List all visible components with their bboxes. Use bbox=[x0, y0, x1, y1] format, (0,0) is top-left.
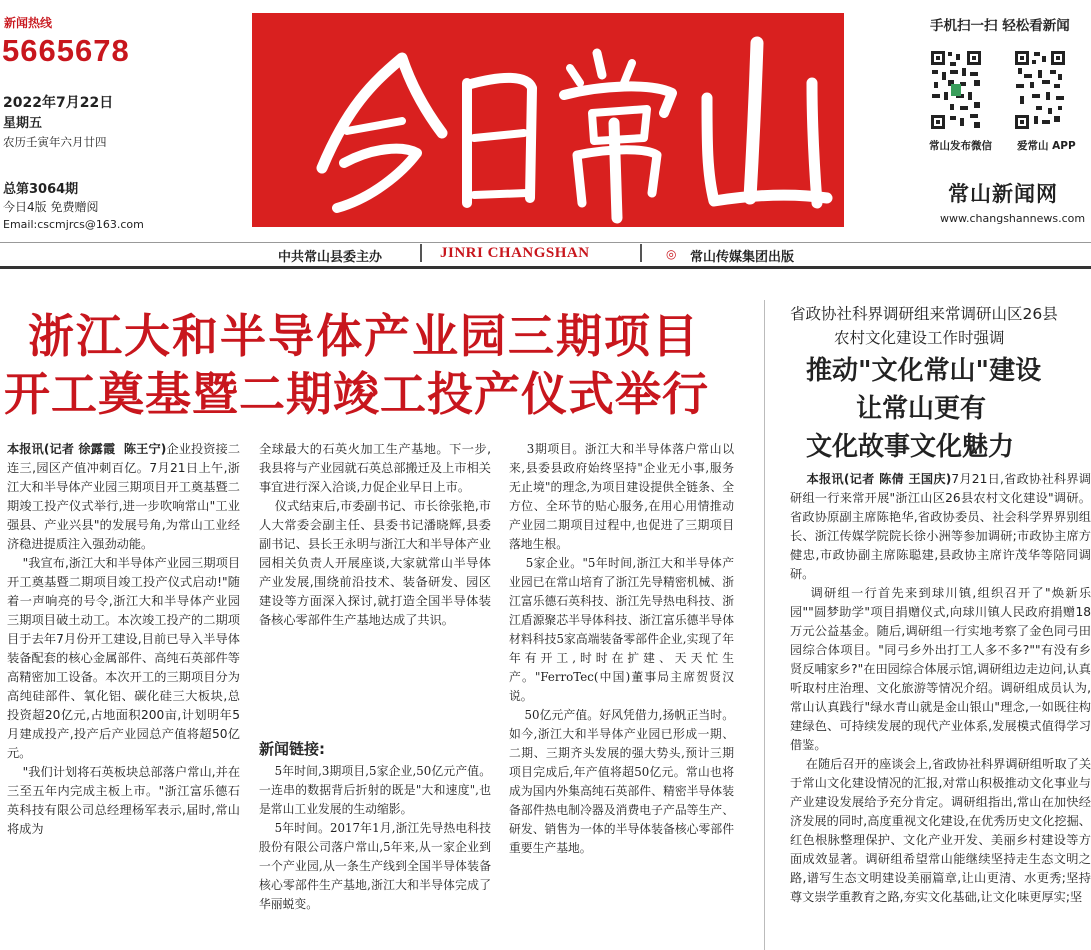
main-story-column-2: 全球最大的石英火加工生产基地。下一步,我县将与产业园就石英总部搬迁及上市相关事宜进行深入洽谈,力促企业早日上市。 仪式结束后,市委副书记、市长徐张艳,市人大常委会副主任、县委书记潘晓辉,县委副书记、县长王永明与浙江大和半导体产业园相关负责人开展座谈,大家就常山半导体产业发展,围绕前沿技术、装备研发、园区建设等方面深入探讨,就打造全国半导体装备核心零部件生产基地达成了共识。 bbox=[259, 442, 491, 627]
top-rule bbox=[0, 242, 1091, 243]
media-group-logo-icon: ◎ bbox=[666, 247, 677, 261]
news-link-text-1: 5年时间,3期项目,5家企业,50亿元产值。一连串的数据背后折射的既是"大和速度",也是常山工业发展的生动缩影。 5年时间。2017年1月,浙江先导热电科技股份有限公司落户常山,5年来,从一家企业到一个产业园,从一条生产线到全国半导体装备核心零部件生产基地,浙江大和半导体完成了华丽蜕变。 bbox=[259, 764, 491, 911]
bar-divider bbox=[420, 244, 422, 262]
side-byline: 本报讯(记者 陈倩 王国庆) bbox=[806, 472, 952, 486]
byline: 本报讯(记者 徐露霞 陈王宁) bbox=[7, 442, 167, 456]
side-headline-line3[interactable]: 文化故事文化魅力 bbox=[806, 432, 1015, 462]
bar-divider bbox=[640, 244, 642, 262]
weekday: 星期五 bbox=[3, 116, 43, 131]
hotline-label: 新闻热线 bbox=[4, 16, 53, 30]
side-headline-line1[interactable]: 推动"文化常山"建设 bbox=[806, 356, 1042, 386]
news-link-text-2: 3期项目。浙江大和半导体落户常山以来,县委县政府始终坚持"企业无小事,服务无止境"的理念,为项目建设提供全链条、全方位、全环节的贴心服务,在用心用情推动产业园二期项目过程中,也促进了三期项目落地生根。 5家企业。"5年时间,浙江大和半导体产业园已在常山培育了浙江先导精密机械、浙江富乐德石英科技、浙江先导热电科技、浙江盾源聚芯半导体科技、浙江富乐德半导体材料科技5家高端装备零部件企业,实现了年年有开工,时时在扩建、天天忙生产。"FerroTec(中国)董事局主席贺贤汉说。 50亿元产值。好风凭借力,扬帆正当时。如今,浙江大和半导体产业园已形成一期、二期、三期齐头发展的强大势头,预计三期项目完成后,年产值将超50亿元。常山也将成为国内外集高纯石英部件、精密半导体装备部件热电制冷器及消费电子产品等生产、研发、销售为一体的半导体装备核心零部件重要生产基地。 bbox=[509, 442, 734, 855]
scan-prompt: 手机扫一扫 轻松看新闻 bbox=[930, 18, 1070, 34]
main-story-text-1: 企业投资接二连三,园区产值冲刺百亿。7月21日上午,浙江大和半导体产业园三期项目开工奠基暨二期竣工投产仪式举行,进一步吹响常山"工业强县、产业兴县"的发展号角,为常山工业经济稳进提质注入强劲动能。 "我宣布,浙江大和半导体产业园三期项目开工奠基暨二期项目竣工投产仪式启动!"随着一声响亮的号令,浙江大和半导体产业园三期项目破土动工。本次竣工投产的二期项目于去年7月份开工建设,目前已导入半导体装备配套的核心金属部件、高纯石英部件等高精密加工设备。本次开工的三期项目分为高纯硅部件、氧化铝、碳化硅三大板块,总投资超20亿元,占地面积200亩,计划明年5月建成投产,投产后产业园总产值将超50亿元。 "我们计划将石英板块总部落户常山,并在三至五年内完成主板上市。"浙江富乐德石英科技有限公司总经理杨军表示,届时,常山将成为 bbox=[7, 442, 240, 836]
side-story-body bbox=[790, 470, 1091, 950]
site-url[interactable]: www.changshannews.com bbox=[940, 212, 1086, 225]
contact-email[interactable]: Email:cscmjrcs@163.com bbox=[3, 218, 144, 231]
calligraphy-logo-icon bbox=[252, 13, 844, 227]
qr-code-app-icon[interactable] bbox=[1014, 50, 1066, 130]
main-headline-line2[interactable]: 开工奠基暨二期竣工投产仪式举行 bbox=[4, 367, 709, 421]
column-divider bbox=[764, 300, 765, 950]
bottom-rule bbox=[0, 266, 1091, 269]
site-title[interactable]: 常山新闻网 bbox=[948, 182, 1058, 206]
issue-number: 总第3064期 bbox=[3, 182, 79, 197]
hotline-number: 5665678 bbox=[2, 33, 130, 68]
publisher-pinyin: JINRI CHANGSHAN bbox=[440, 245, 590, 261]
qr-code-wechat-icon[interactable] bbox=[930, 50, 982, 130]
side-kicker-line1: 省政协社科界调研组来常调研山区26县 bbox=[790, 305, 1058, 323]
main-headline-line1[interactable]: 浙江大和半导体产业园三期项目 bbox=[28, 309, 700, 363]
side-story-text: 7月21日,省政协社科界调研组一行来常开展"浙江山区26县农村文化建设"调研。省政协原副主席陈艳华,省政协委员、社会科学界界别组长、浙江传媒学院院长徐小洲等参加调研;市政协主席方健忠,市政协副主席陈聪建,县政协主席许茂华等陪同调研。 调研组一行首先来到球川镇,组织召开了"焕新乐园""圆梦助学"项目捐赠仪式,向球川镇人民政府捐赠18万元公益基金。随后,调研组一行实地考察了金色同弓田园综合体项目。"同弓乡外出打工人多不多?""有没有乡贤反哺家乡?"在田园综合体展示馆,调研组边走边问,认真听取村庄治理、文化旅游等情况介绍。调研组成员认为,常山认真践行"绿水青山就是金山银山"理念,一如既往构建绿色、可持续发展的现代产业体系,发展模式值得学习借鉴。 在随后召开的座谈会上,省政协社科界调研组听取了关于常山文化建设情况的汇报,对常山积极推动文化事业与产业建设发展给予充分肯定。调研组指出,常山在加快经济发展的同时,高度重视文化建设,在优秀历史文化挖掘、红色根脉整理保护、文化产业开发、美丽乡村建设等方面成效显著。调研组希望常山能继续坚持走生态文明之路,谱写生态文明建设美丽篇章,让山更清、水更秀;坚持尊文崇学重教育之路,夯实文化基础,让文化味更厚实;坚 bbox=[790, 472, 1091, 904]
issue-date: 2022年7月22日 bbox=[3, 95, 114, 111]
lunar-date: 农历壬寅年六月廿四 bbox=[3, 135, 107, 149]
newspaper-logo bbox=[252, 13, 844, 227]
qr-caption-wechat: 常山发布微信 bbox=[929, 140, 992, 152]
publisher-bar bbox=[0, 244, 1091, 264]
publisher-sponsor: 中共常山县委主办 bbox=[278, 250, 383, 265]
news-link-title: 新闻链接: bbox=[259, 740, 325, 758]
publisher-group: 常山传媒集团出版 bbox=[690, 250, 795, 265]
page-count: 今日4版 免费赠阅 bbox=[3, 200, 99, 214]
main-story-column-1 bbox=[7, 440, 240, 950]
side-kicker-line2: 农村文化建设工作时强调 bbox=[834, 329, 1005, 347]
side-headline-line2[interactable]: 让常山更有 bbox=[856, 394, 987, 424]
qr-caption-app: 爱常山 APP bbox=[1017, 140, 1076, 152]
